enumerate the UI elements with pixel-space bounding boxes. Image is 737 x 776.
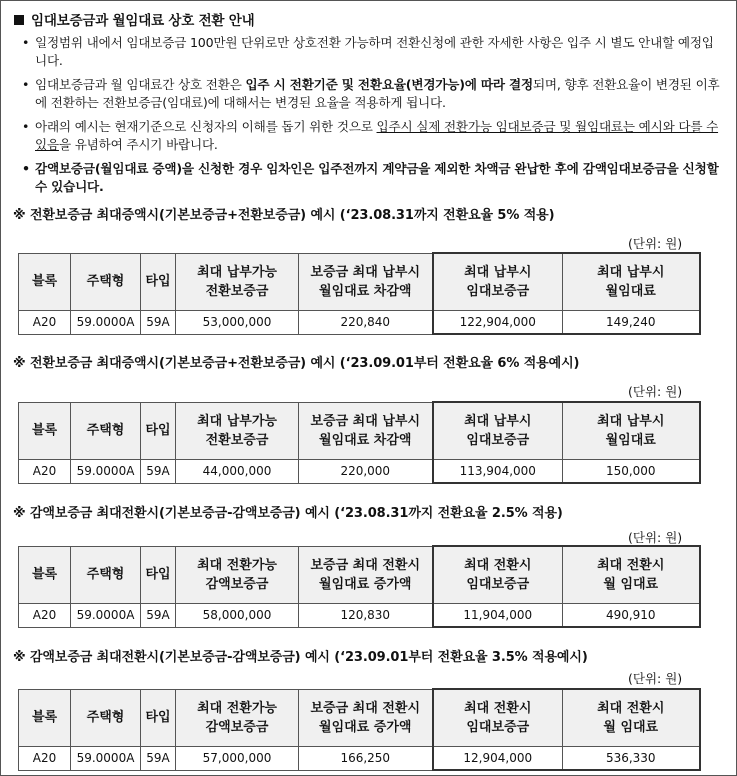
header-block: 블록: [19, 689, 71, 747]
section-title-2: ※ 전환보증금 최대증액시(기본보증금+전환보증금) 예시 (‘23.09.01부터 전환요율 6% 적용예시): [13, 356, 580, 371]
header-block: 블록: [19, 402, 71, 460]
header-rent-change: 보증금 최대 납부시 월임대료 차감액: [299, 402, 433, 460]
notice-item-3: [20, 118, 724, 154]
header-rent-change: 보증금 최대 전환시 월임대료 증가액: [299, 546, 433, 604]
page-title: [14, 9, 254, 29]
header-type: 타입: [141, 546, 176, 604]
cell-rent-change: 220,000: [299, 460, 433, 484]
cell-result-rent: 536,330: [563, 747, 700, 771]
header-type: 타입: [141, 689, 176, 747]
cell-rent-change: 220,840: [299, 311, 433, 335]
table-header-row: [19, 402, 700, 460]
page-title-text: 임대보증금과 월임대료 상호 전환 안내: [31, 13, 255, 29]
notice-list: [20, 34, 724, 202]
conversion-table-4: [18, 688, 701, 771]
section-title-3: ※ 감액보증금 최대전환시(기본보증금-감액보증금) 예시 (‘23.08.31까지 전환요율 2.5% 적용): [13, 506, 563, 521]
header-rent-change: 보증금 최대 납부시 월임대료 차감액: [299, 253, 433, 311]
header-result-rent: 최대 전환시 월 임대료: [563, 689, 700, 747]
cell-block: A20: [19, 311, 71, 335]
header-housing-type: 주택형: [71, 253, 141, 311]
notice-item-2-post: 되며, 향후 전환요율이 변경된 이후에 전환하는 전환보증금(임대료)에 대해서는 변경된 요율을 적용하게 됩니다.: [35, 77, 720, 110]
cell-result-deposit: 12,904,000: [433, 747, 563, 771]
header-max-deposit: 최대 납부가능 전환보증금: [176, 402, 299, 460]
header-result-deposit: 최대 전환시 임대보증금: [433, 689, 563, 747]
header-result-deposit: 최대 납부시 임대보증금: [433, 402, 563, 460]
header-block: 블록: [19, 546, 71, 604]
table-row: [19, 747, 700, 771]
table-row: [19, 460, 700, 484]
notice-item-2: [20, 76, 724, 112]
header-block: 블록: [19, 253, 71, 311]
section-title-4: ※ 감액보증금 최대전환시(기본보증금-감액보증금) 예시 (‘23.09.01부터 전환요율 3.5% 적용예시): [13, 650, 588, 665]
cell-block: A20: [19, 604, 71, 628]
notice-item-4: [20, 160, 724, 196]
cell-max-reduction: 58,000,000: [176, 604, 299, 628]
cell-rent-change: 166,250: [299, 747, 433, 771]
cell-housing-type: 59.0000A: [71, 604, 141, 628]
square-bullet-icon: [14, 15, 24, 25]
notice-item-4-text: 감액보증금(월임대료 증액)을 신청한 경우 임차인은 입주전까지 계약금을 제외한 차액금 완납한 후에 감액임대보증금을 신청할 수 있습니다.: [35, 161, 719, 194]
table-row: [19, 604, 700, 628]
table-header-row: [19, 689, 700, 747]
cell-type: 59A: [141, 604, 176, 628]
conversion-table-3: [18, 545, 701, 628]
cell-result-deposit: 11,904,000: [433, 604, 563, 628]
header-max-deposit: 최대 납부가능 전환보증금: [176, 253, 299, 311]
cell-result-rent: 150,000: [563, 460, 700, 484]
notice-item-3-underline: 입주시 실제 전환가능 임대보증금 및 월임대료는 예시와 다를 수 있음: [35, 119, 719, 152]
header-housing-type: 주택형: [71, 546, 141, 604]
notice-item-1: [20, 34, 724, 70]
header-result-deposit: 최대 전환시 임대보증금: [433, 546, 563, 604]
notice-item-2-emphasis: 입주 시 전환기준 및 전환요율(변경가능)에 따라 결정: [245, 77, 533, 92]
cell-max-reduction: 57,000,000: [176, 747, 299, 771]
cell-result-rent: 490,910: [563, 604, 700, 628]
conversion-table-1: [18, 252, 701, 335]
table-header-row: [19, 253, 700, 311]
cell-block: A20: [19, 747, 71, 771]
header-result-deposit: 최대 납부시 임대보증금: [433, 253, 563, 311]
cell-result-rent: 149,240: [563, 311, 700, 335]
header-result-rent: 최대 납부시 월임대료: [563, 402, 700, 460]
header-rent-change: 보증금 최대 전환시 월임대료 증가액: [299, 689, 433, 747]
header-type: 타입: [141, 402, 176, 460]
cell-type: 59A: [141, 311, 176, 335]
header-type: 타입: [141, 253, 176, 311]
notice-item-2-pre: 임대보증금과 월 임대료간 상호 전환은: [35, 77, 246, 92]
notice-item-1-text: 일정범위 내에서 임대보증금 100만원 단위로만 상호전환 가능하며 전환신청에 관한 자세한 사항은 입주 시 별도 안내할 예정입니다.: [35, 35, 714, 68]
cell-result-deposit: 113,904,000: [433, 460, 563, 484]
table-row: [19, 311, 700, 335]
header-max-reduction: 최대 전환가능 감액보증금: [176, 546, 299, 604]
cell-housing-type: 59.0000A: [71, 460, 141, 484]
cell-housing-type: 59.0000A: [71, 747, 141, 771]
cell-housing-type: 59.0000A: [71, 311, 141, 335]
header-housing-type: 주택형: [71, 402, 141, 460]
table-header-row: [19, 546, 700, 604]
section-title-1: ※ 전환보증금 최대증액시(기본보증금+전환보증금) 예시 (‘23.08.31까지 전환요율 5% 적용): [13, 208, 555, 223]
cell-type: 59A: [141, 747, 176, 771]
header-result-rent: 최대 납부시 월임대료: [563, 253, 700, 311]
cell-block: A20: [19, 460, 71, 484]
conversion-table-2: [18, 401, 701, 484]
header-max-reduction: 최대 전환가능 감액보증금: [176, 689, 299, 747]
cell-type: 59A: [141, 460, 176, 484]
header-housing-type: 주택형: [71, 689, 141, 747]
unit-label-3: (단위: 원): [628, 530, 683, 545]
cell-max-deposit: 53,000,000: [176, 311, 299, 335]
notice-item-3-post: 을 유념하여 주시기 바랍니다.: [58, 137, 218, 152]
unit-label-1: (단위: 원): [628, 236, 683, 251]
notice-item-3-pre: 아래의 예시는 현재기준으로 신청자의 이해를 돕기 위한 것으로: [35, 119, 377, 134]
cell-max-deposit: 44,000,000: [176, 460, 299, 484]
unit-label-2: (단위: 원): [628, 384, 683, 399]
header-result-rent: 최대 전환시 월 임대료: [563, 546, 700, 604]
unit-label-4: (단위: 원): [628, 671, 683, 686]
cell-result-deposit: 122,904,000: [433, 311, 563, 335]
cell-rent-change: 120,830: [299, 604, 433, 628]
